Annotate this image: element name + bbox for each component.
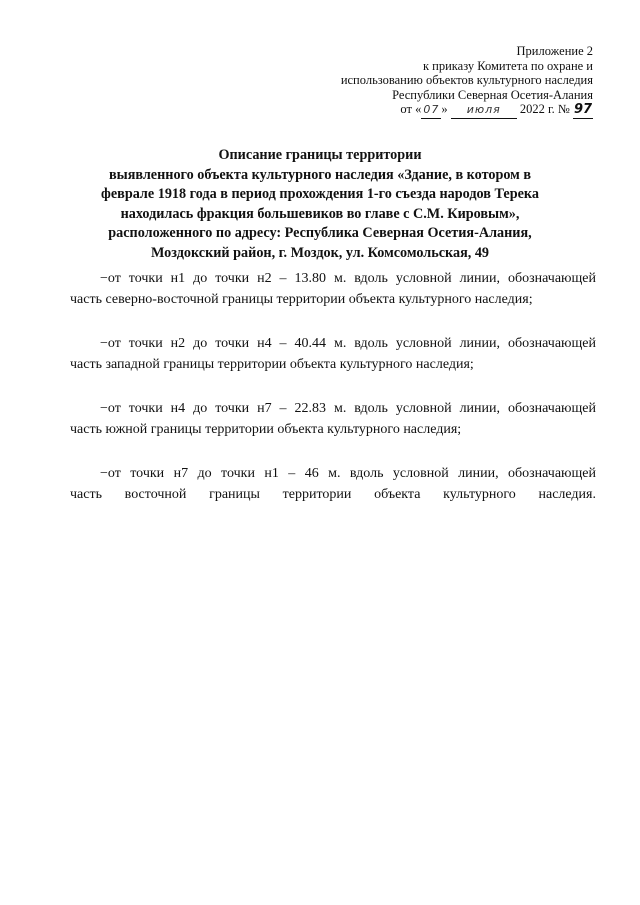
document-title bbox=[70, 146, 570, 263]
title-line: Моздокский район, г. Моздок, ул. Комсомольская, 49 bbox=[150, 244, 490, 261]
boundary-segment bbox=[70, 398, 596, 440]
committee-name: использованию объектов культурного наследия bbox=[340, 73, 593, 87]
segment-text: часть западной границы территории объекта культурного наследия; bbox=[70, 357, 474, 372]
title-line: расположенного по адресу: Республика Северная Осетия-Алания, bbox=[108, 225, 532, 241]
date-quote: » bbox=[441, 102, 448, 116]
appendix-header bbox=[273, 44, 593, 119]
order-month: июля bbox=[451, 102, 517, 119]
republic-name: Республики Северная Осетия-Алания bbox=[392, 87, 593, 102]
order-day: 07 bbox=[421, 102, 441, 119]
order-reference: к приказу Комитета по охране и bbox=[422, 58, 593, 73]
title-line: Описание границы территории bbox=[218, 147, 422, 163]
order-year: 2022 г. № bbox=[519, 102, 570, 116]
title-line: выявленного объекта культурного наследия «Здание, в котором в bbox=[108, 166, 532, 183]
segment-text: −от точки н1 до точки н2 – 13.80 м. вдоль условной линии, обозначающей bbox=[100, 271, 596, 286]
appendix-number: Приложение 2 bbox=[516, 44, 593, 58]
title-line: феврале 1918 года в период прохождения 1-го съезда народов Терека bbox=[101, 186, 539, 202]
order-number: 97 bbox=[573, 102, 593, 117]
boundary-segment bbox=[70, 333, 596, 375]
segment-text: часть восточной границы территории объекта культурного наследия. bbox=[70, 487, 596, 502]
segment-text: −от точки н2 до точки н4 – 40.44 м. вдоль условной линии, обозначающей bbox=[100, 336, 596, 351]
boundary-segment bbox=[70, 268, 596, 310]
title-line: находилась фракция большевиков во главе с С.М. Кировым», bbox=[120, 205, 520, 222]
segment-text: часть северно-восточной границы территории объекта культурного наследия; bbox=[70, 292, 533, 307]
boundary-description bbox=[70, 268, 596, 528]
order-date-line bbox=[273, 102, 593, 119]
segment-text: −от точки н7 до точки н1 – 46 м. вдоль условной линии, обозначающей bbox=[100, 466, 596, 481]
segment-text: −от точки н4 до точки н7 – 22.83 м. вдоль условной линии, обозначающей bbox=[100, 401, 596, 416]
boundary-segment bbox=[70, 463, 596, 505]
date-prefix: от « bbox=[400, 102, 422, 116]
segment-text: часть южной границы территории объекта культурного наследия; bbox=[70, 422, 462, 437]
